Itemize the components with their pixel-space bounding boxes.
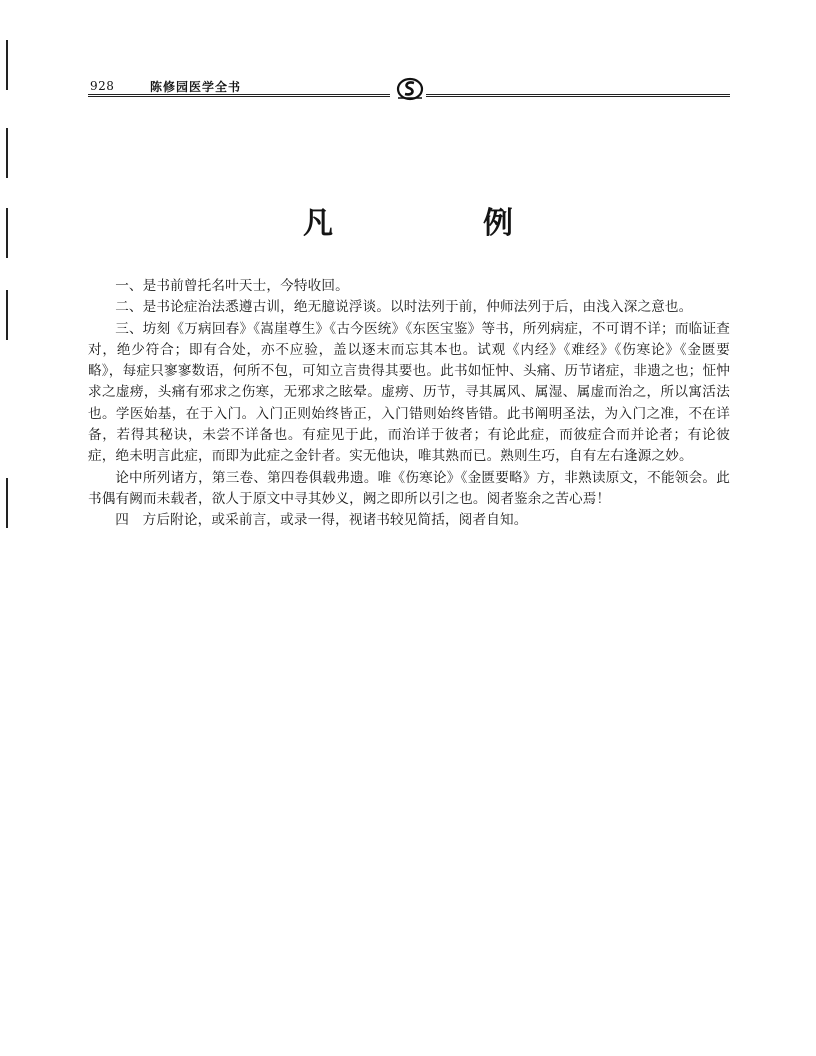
paragraph: 四 方后附论，或采前言，或录一得，视诸书较见简括，阅者自知。 <box>115 512 528 529</box>
paragraph: 三、坊刻《万病回春》《嵩崖尊生》《古今医统》《东医宝鉴》等书，所列病症，不可谓不详；而临证查对，绝少符合；即有合处，亦不应验，盖以逐末而忘其本也。试观《内经》《难经》《伤寒论》《金匮要略》，每症只寥寥数语，何所不包，可知立言贵得其要也。此书如怔忡、头痛、历节诸症，非遗之也；怔忡求之虚痨，头痛有邪求之伤寒，无邪求之眩晕。虚痨、历节，寻其属风、属湿、属虚而治之，所以寓活法也。学医始基，在于入门。入门正则始终皆正，入门错则始终皆错。此书阐明圣法，为入门之准，不在详备，若得其秘诀，未尝不详备也。有症见于此，而治详于彼者；有论此症，而彼症合而并论者；有论彼症，绝未明言此症，而即为此症之金针者。实无他诀，唯其熟而已。熟则生巧，自有左右逢源之妙。 <box>88 320 730 465</box>
book-title: 陈修园医学全书 <box>150 80 242 94</box>
paragraph: 论中所列诸方，第三卷、第四卷俱载弗遗。唯《伤寒论》《金匮要略》方，非熟读原文，不能领会。此书偶有阙而未载者，欲人于原文中寻其妙义，阙之即所以引之也。阅者鉴余之苦心焉！ <box>88 469 730 507</box>
paragraph: 二、是书论症治法悉遵古训，绝无臆说浮谈。以时法列于前，仲师法列于后，由浅入深之意也。 <box>115 299 693 316</box>
scan-edge-mark <box>6 478 8 528</box>
scan-edge-mark <box>6 290 8 340</box>
header-rule-left <box>88 94 390 97</box>
page-title: 凡 例 <box>303 206 573 241</box>
publisher-logo-icon <box>395 76 425 102</box>
running-header <box>88 76 730 102</box>
body-text <box>88 276 730 532</box>
paragraph: 一、是书前曾托名叶天士，今特收回。 <box>115 278 349 294</box>
scan-edge-mark <box>6 128 8 178</box>
page-number: 928 <box>90 79 115 93</box>
scan-edge-mark <box>6 40 8 90</box>
header-rule-right <box>426 94 730 97</box>
